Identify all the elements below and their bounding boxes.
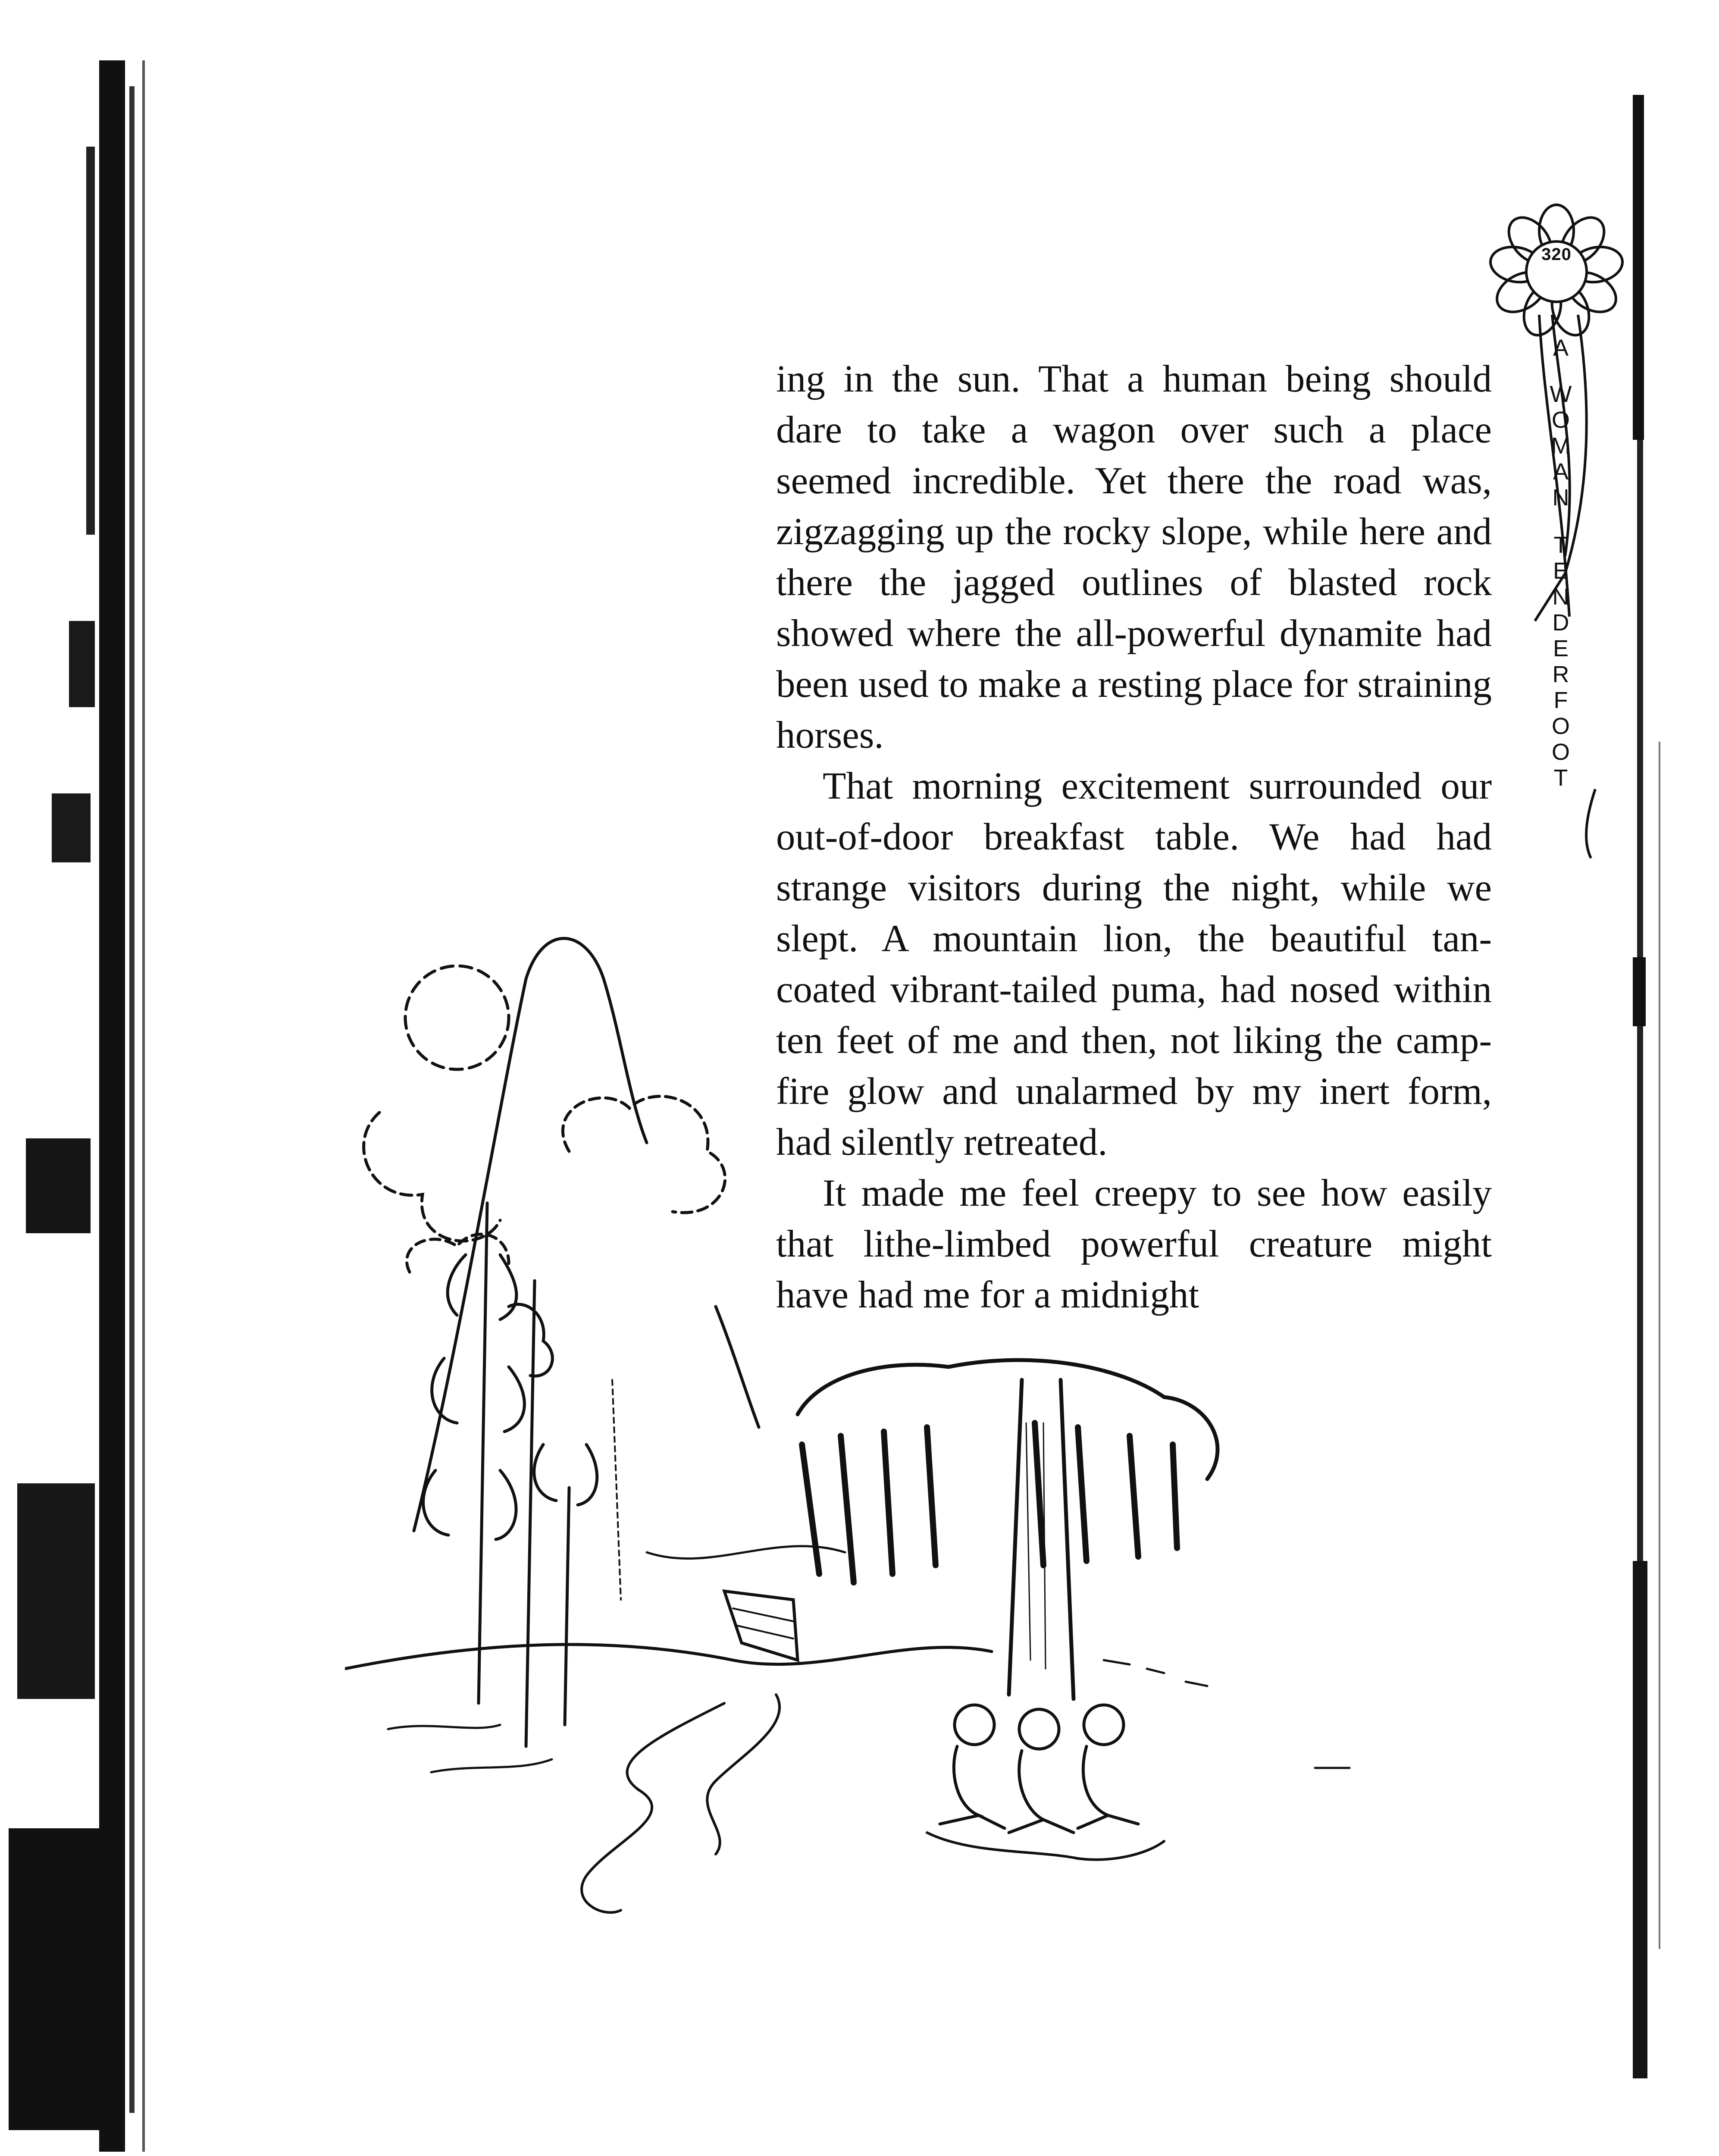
running-title-word-2: WOMAN	[1548, 381, 1574, 511]
paragraph-3: It made me feel creepy to see how easily that lithe-limbed powerful creature might have had me for a midnight	[776, 1172, 1492, 1316]
running-title-word-1: A	[1553, 335, 1569, 361]
running-title-word-3: TENDERFOOT	[1548, 532, 1574, 791]
paragraph-1: ing in the sun. That a human being should dare to take a wagon over such a place seemed incredible. Yet there the road was, zigzagging up the rocky slope, while here and there the jagged outlines of blasted rock showed where the all-powerful dynamite had been used to make a resting place for straining horses.	[776, 358, 1492, 756]
camp-scene-illustration	[345, 927, 1371, 1932]
paragraph-2: That morning excitement surrounded our out-of-door breakfast table. We had had strange visitors during the night, while we slept. A mountain lion, the beautiful tan-coated vibrant-tailed puma, had nosed within ten feet of me and then, not liking the camp-fire glow and unalarmed by my inert form, had silently retreated.	[776, 765, 1492, 1163]
page-number: 320	[1541, 245, 1572, 264]
scan-edge-left	[0, 60, 147, 2152]
running-title	[1544, 336, 1578, 791]
